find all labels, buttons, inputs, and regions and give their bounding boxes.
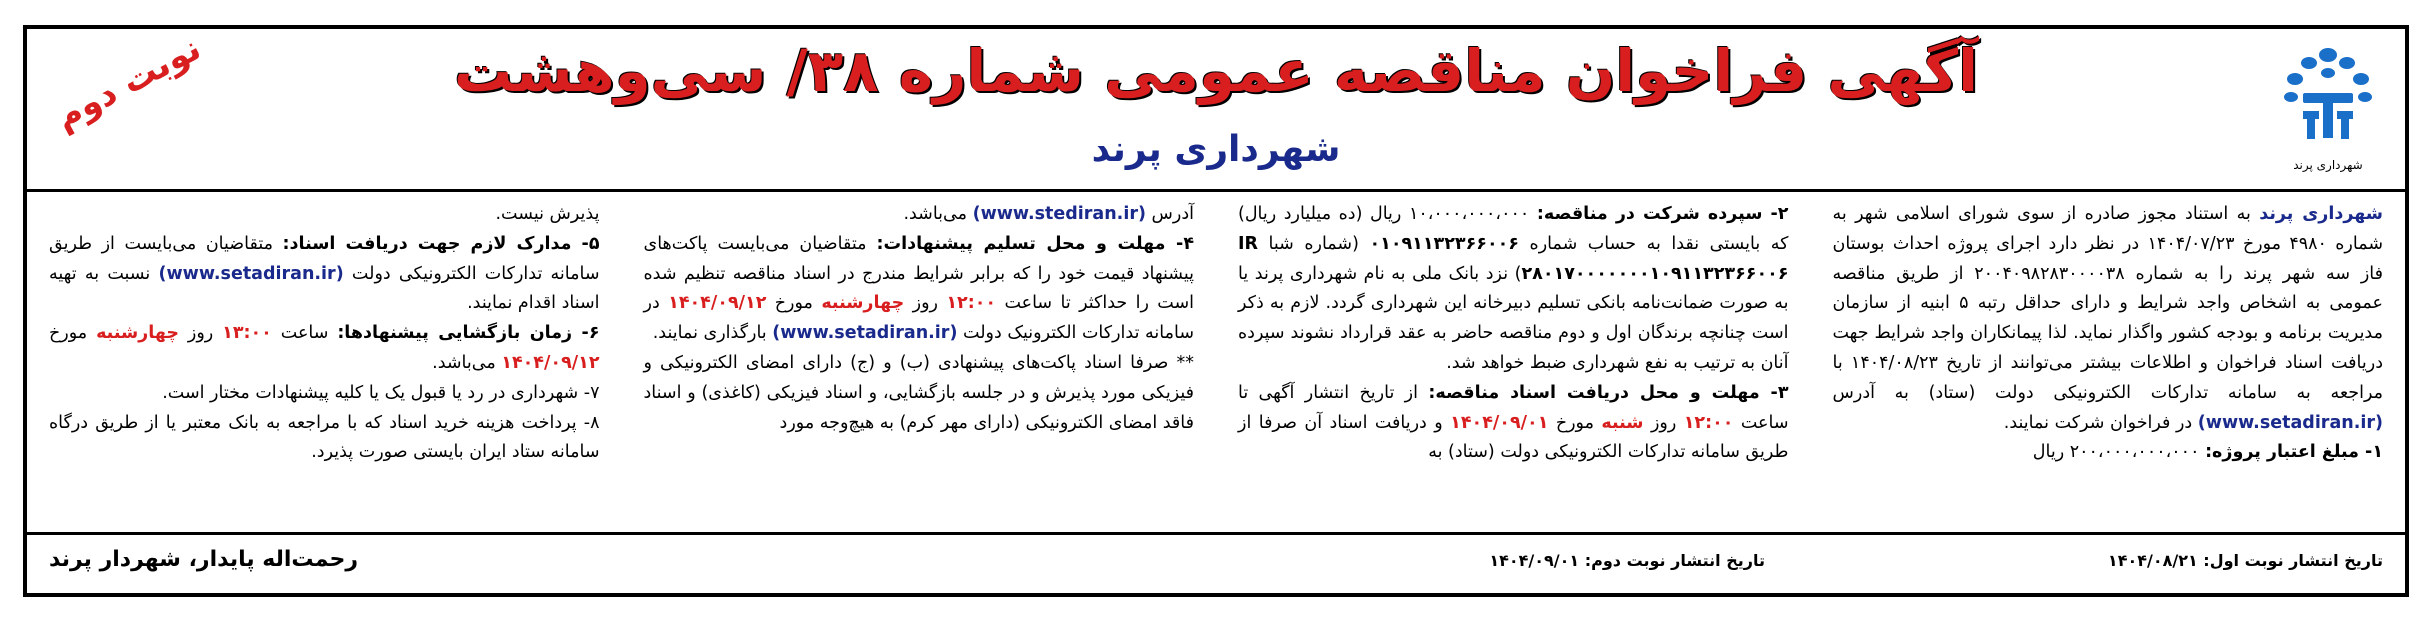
item-3-text-d: و دریافت اسناد آن صرفا از طریق سامانه تدارکات الکترونیکی دولت (ستاد) به (1238, 412, 1789, 463)
column-2 (1216, 192, 1811, 539)
item-6-text-b: روز (178, 323, 223, 344)
item-3-label: ۳- مهلت و محل دریافت اسناد مناقصه: (1428, 382, 1789, 403)
item-3-text-c: مورخ (1548, 412, 1602, 433)
announcement-title: آگهی فراخوان مناقصه عمومی شماره ۳۸/ سی‌وهشت (453, 37, 1979, 105)
item-4 (644, 230, 1195, 349)
intro-paragraph (1833, 200, 2384, 438)
item-8: ۸- پرداخت هزینه خرید اسناد که با مراجعه به بانک معتبر یا از طریق درگاه سامانه ستاد ایران بایستی صورت پذیرد. (49, 412, 600, 463)
item-4-day: چهارشنبه (821, 293, 905, 314)
stediran-link[interactable]: (www.stediran.ir) (972, 204, 1146, 224)
setad-link-3[interactable]: (www.setadiran.ir) (158, 263, 344, 284)
item-6-text: ساعت (271, 323, 338, 344)
account-number: ۰۱۰۹۱۱۳۲۳۶۶۰۰۶ (1369, 233, 1519, 254)
item-3-date: ۱۴۰۴/۰۹/۰۱ (1450, 412, 1549, 433)
item-3-day: شنبه (1601, 412, 1644, 433)
logo-caption: شهرداری پرند (2293, 158, 2363, 172)
header (27, 29, 2405, 192)
column-1 (1811, 192, 2406, 539)
item-2-text-b: (شماره شبا (1258, 233, 1370, 254)
second-publish-date: تاریخ انتشار نوبت دوم: ۱۴۰۴/۰۹/۰۱ (1489, 551, 1765, 570)
column-3 (622, 192, 1217, 539)
item-3 (1238, 379, 1789, 468)
item-2-label: ۲- سپرده شرکت در مناقصه: (1536, 204, 1789, 224)
item-4-text: متقاضیان می‌بایست پاکت‌های پیشنهاد قیمت خود را که برابر شرایط مندرج در اسناد مناقصه تنظیم شده است را حداکثر تا ساعت (643, 233, 1194, 314)
item-2-text: ۱۰،۰۰۰،۰۰۰،۰۰۰ ریال (ده میلیارد ریال) که بایستی نقدا به حساب شماره (1238, 204, 1789, 254)
item-6-date: ۱۴۰۴/۰۹/۱۲ (501, 352, 600, 373)
footer (27, 532, 2405, 593)
item-4-text-c: مورخ (766, 293, 822, 314)
note-paragraph: ** صرفا اسناد پاکت‌های پیشنهادی (ب) و (ج) دارای امضای الکترونیکی و فیزیکی مورد پذیرش و در جلسه بازگشایی، و اسناد فیزیکی (کاغذی) و اسناد فاقد امضای الکترونیکی (دارای مهر کرم) به هیچ‌وجه مورد (643, 352, 1194, 433)
intro-text: به استناد مجوز صادره از سوی شورای اسلامی شهر به شماره ۴۹۸۰ مورخ ۱۴۰۴/۰۷/۲۳ در نظر دارد اجرای پروژه احداث بوستان فاز سه شهر پرند را به شماره ۲۰۰۴۰۹۸۲۸۳۰۰۰۰۳۸ از طریق مناقصه عمومی به اشخاص واجد شرایط و دارای حداقل رتبه ۵ ابنیه از سازمان مدیریت برنامه و بودجه کشور واگذار نماید. لذا پیمانکاران واجد شرایط جهت دریافت اسناد فراخوان و اطلاعات بیشتر می‌توانند از تاریخ ۱۴۰۴/۰۸/۲۳ با مراجعه به سامانه تدارکات الکترونیکی دولت (ستاد) به آدرس (1832, 204, 2383, 403)
item-5-label: ۵- مدارک لازم جهت دریافت اسناد: (282, 233, 600, 254)
address-text: آدرس (1145, 204, 1194, 224)
announcement-subtitle: شهرداری پرند (1091, 129, 1341, 170)
item-4-text-e: بارگذاری نمایند. (652, 323, 773, 344)
intro-text-end: در فراخوان شرکت نمایند. (2003, 412, 2198, 433)
item-3-time: ۱۲:۰۰ (1683, 412, 1734, 433)
setad-link-2[interactable]: (www.setadiran.ir) (772, 323, 958, 344)
address-line (644, 200, 1195, 230)
item-5 (49, 230, 600, 319)
item-3-text: از تاریخ انتشار آگهی تا ساعت (1238, 382, 1789, 433)
first-publish-date: تاریخ انتشار نوبت اول: ۱۴۰۴/۰۸/۲۱ (2107, 551, 2383, 570)
item-6-day: چهارشنبه (96, 323, 179, 344)
not-accepted-line: پذیرش نیست. (495, 204, 600, 224)
iban-number: IR ۲۸۰۱۷۰۰۰۰۰۰۰۱۰۹۱۱۳۲۳۶۶۰۰۶ (1238, 233, 1789, 284)
municipality-name: شهرداری پرند (2259, 204, 2383, 224)
second-publication-badge: نوبت دوم (48, 28, 208, 138)
column-4 (27, 192, 622, 539)
announcement-frame (23, 25, 2409, 597)
item-4-time: ۱۲:۰۰ (946, 293, 997, 314)
item-1 (1833, 438, 2384, 468)
item-5-text: متقاضیان می‌بایست از طریق سامانه تدارکات الکترونیکی دولت (49, 233, 600, 284)
item-4-label: ۴- مهلت و محل تسلیم پیشنهادات: (876, 233, 1194, 254)
item-2 (1238, 200, 1789, 379)
address-text-end: می‌باشد. (903, 204, 973, 224)
item-6-label: ۶- زمان بازگشایی پیشنهادها: (337, 323, 600, 344)
item-4-text-b: روز (904, 293, 947, 314)
item-2-text-c: ) نزد بانک ملی به نام شهرداری پرند یا به صورت ضمانت‌نامه بانکی تسلیم دبیرخانه این شهرداری گردد. لازم به ذکر است چنانچه برندگان اول و دوم مناقصه حاضر به عقد قرارداد نشوند سپرده آنان به ترتیب به نفع شهرداری ضبط خواهد شد. (1238, 263, 1789, 373)
item-4-date: ۱۴۰۴/۰۹/۱۲ (668, 293, 767, 314)
item-6-text-c: مورخ (49, 323, 97, 344)
item-7: ۷- شهرداری در رد یا قبول یک یا کلیه پیشنهادات مختار است. (162, 382, 600, 403)
item-1-value: ۲۰۰،۰۰۰،۰۰۰،۰۰۰ ریال (2032, 442, 2206, 463)
item-5-text-b: نسبت به تهیه اسناد اقدام نمایند. (49, 263, 600, 314)
item-3-text-b: روز (1643, 412, 1684, 433)
item-6-text-d: می‌باشد. (432, 352, 502, 373)
body-columns (27, 192, 2405, 539)
item-6 (49, 319, 600, 379)
setad-link[interactable]: (www.setadiran.ir) (2197, 412, 2383, 433)
item-6-time: ۱۳:۰۰ (222, 323, 272, 344)
item-1-label: ۱- مبلغ اعتبار پروژه: (2205, 442, 2383, 463)
item-4-text-d: در سامانه تدارکات الکترونیک دولت (643, 293, 1194, 344)
mayor-signature: رحمت‌اله پایدار، شهردار پرند (49, 547, 358, 572)
